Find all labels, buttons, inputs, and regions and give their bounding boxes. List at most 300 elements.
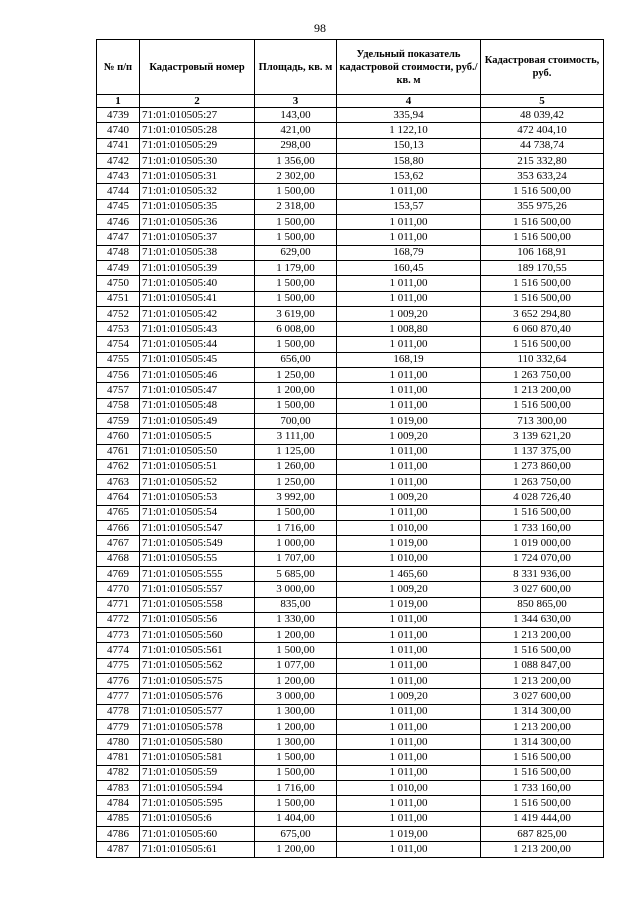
cadastral-value-cell: 1 213 200,00	[481, 719, 604, 734]
table-row	[97, 796, 604, 811]
specific-value-cell: 1 009,20	[337, 689, 481, 704]
area-cell: 1 404,00	[255, 811, 337, 826]
area-cell: 1 330,00	[255, 612, 337, 627]
column-number: 4	[337, 95, 481, 108]
cadastral-number-cell: 71:01:010505:37	[140, 230, 255, 245]
cadastral-number-cell: 71:01:010505:561	[140, 643, 255, 658]
table-row	[97, 521, 604, 536]
specific-value-cell: 1 011,00	[337, 337, 481, 352]
cadastral-value-cell: 1 137 375,00	[481, 444, 604, 459]
row-number-cell: 4746	[97, 215, 140, 230]
area-cell: 1 707,00	[255, 551, 337, 566]
specific-value-cell: 1 011,00	[337, 444, 481, 459]
cadastral-number-cell: 71:01:010505:27	[140, 108, 255, 123]
cadastral-value-cell: 4 028 726,40	[481, 490, 604, 505]
specific-value-cell: 1 011,00	[337, 796, 481, 811]
area-cell: 143,00	[255, 108, 337, 123]
row-number-cell: 4774	[97, 643, 140, 658]
cadastral-value-cell: 353 633,24	[481, 169, 604, 184]
cadastral-number-cell: 71:01:010505:38	[140, 245, 255, 260]
cadastral-number-cell: 71:01:010505:547	[140, 521, 255, 536]
row-number-cell: 4769	[97, 566, 140, 581]
specific-value-cell: 1 011,00	[337, 735, 481, 750]
specific-value-cell: 1 008,80	[337, 322, 481, 337]
cadastral-value-cell: 713 300,00	[481, 413, 604, 428]
area-cell: 1 260,00	[255, 459, 337, 474]
cadastral-value-cell: 355 975,26	[481, 199, 604, 214]
area-cell: 1 500,00	[255, 796, 337, 811]
row-number-cell: 4747	[97, 230, 140, 245]
area-cell: 656,00	[255, 352, 337, 367]
cadastral-value-table	[96, 39, 604, 858]
row-number-cell: 4744	[97, 184, 140, 199]
table-row	[97, 704, 604, 719]
row-number-cell: 4739	[97, 108, 140, 123]
header-row	[97, 40, 604, 95]
column-number: 5	[481, 95, 604, 108]
row-number-cell: 4740	[97, 123, 140, 138]
row-number-cell: 4767	[97, 536, 140, 551]
table-row	[97, 551, 604, 566]
cadastral-value-cell: 1 516 500,00	[481, 337, 604, 352]
cadastral-value-cell: 1 516 500,00	[481, 765, 604, 780]
row-number-cell: 4776	[97, 673, 140, 688]
area-cell: 1 179,00	[255, 260, 337, 275]
column-number: 3	[255, 95, 337, 108]
specific-value-cell: 1 011,00	[337, 704, 481, 719]
specific-value-cell: 150,13	[337, 138, 481, 153]
cadastral-value-cell: 106 168,91	[481, 245, 604, 260]
row-number-cell: 4759	[97, 413, 140, 428]
table-row	[97, 123, 604, 138]
specific-value-cell: 1 011,00	[337, 719, 481, 734]
area-cell: 1 500,00	[255, 643, 337, 658]
page-number: 98	[314, 21, 326, 35]
cadastral-value-cell: 1 516 500,00	[481, 291, 604, 306]
table-row	[97, 444, 604, 459]
cadastral-number-cell: 71:01:010505:576	[140, 689, 255, 704]
specific-value-cell: 1 011,00	[337, 765, 481, 780]
area-cell: 1 250,00	[255, 475, 337, 490]
table-row	[97, 199, 604, 214]
row-number-cell: 4762	[97, 459, 140, 474]
area-cell: 1 125,00	[255, 444, 337, 459]
area-cell: 1 200,00	[255, 842, 337, 857]
table-row	[97, 781, 604, 796]
table-row	[97, 352, 604, 367]
table-row	[97, 735, 604, 750]
cadastral-number-cell: 71:01:010505:47	[140, 383, 255, 398]
area-cell: 298,00	[255, 138, 337, 153]
cadastral-value-cell: 1 314 300,00	[481, 735, 604, 750]
table-row	[97, 230, 604, 245]
specific-value-cell: 1 009,20	[337, 306, 481, 321]
table-row	[97, 169, 604, 184]
row-number-cell: 4779	[97, 719, 140, 734]
table-row	[97, 260, 604, 275]
cadastral-value-cell: 8 331 936,00	[481, 566, 604, 581]
cadastral-number-cell: 71:01:010505:5	[140, 429, 255, 444]
table-row	[97, 184, 604, 199]
area-cell: 1 200,00	[255, 673, 337, 688]
area-cell: 1 200,00	[255, 719, 337, 734]
cadastral-number-cell: 71:01:010505:577	[140, 704, 255, 719]
table-row	[97, 459, 604, 474]
specific-value-cell: 1 011,00	[337, 215, 481, 230]
area-cell: 3 000,00	[255, 689, 337, 704]
table-body	[97, 108, 604, 858]
cadastral-number-cell: 71:01:010505:575	[140, 673, 255, 688]
specific-value-cell: 1 011,00	[337, 750, 481, 765]
cadastral-number-cell: 71:01:010505:42	[140, 306, 255, 321]
area-cell: 421,00	[255, 123, 337, 138]
cadastral-value-cell: 1 516 500,00	[481, 230, 604, 245]
row-number-cell: 4742	[97, 153, 140, 168]
row-number-cell: 4778	[97, 704, 140, 719]
row-number-cell: 4758	[97, 398, 140, 413]
table-row	[97, 505, 604, 520]
specific-value-cell: 1 011,00	[337, 811, 481, 826]
cadastral-number-cell: 71:01:010505:53	[140, 490, 255, 505]
cadastral-number-cell: 71:01:010505:40	[140, 276, 255, 291]
cadastral-value-cell: 687 825,00	[481, 826, 604, 841]
specific-value-cell: 1 011,00	[337, 505, 481, 520]
cadastral-number-cell: 71:01:010505:39	[140, 260, 255, 275]
row-number-cell: 4766	[97, 521, 140, 536]
cadastral-number-cell: 71:01:010505:560	[140, 628, 255, 643]
header-cadastral-number: Кадастровый номер	[140, 40, 255, 95]
cadastral-value-cell: 1 263 750,00	[481, 368, 604, 383]
row-number-cell: 4777	[97, 689, 140, 704]
row-number-cell: 4771	[97, 597, 140, 612]
table-row	[97, 138, 604, 153]
area-cell: 1 250,00	[255, 368, 337, 383]
row-number-cell: 4770	[97, 582, 140, 597]
cadastral-value-cell: 3 139 621,20	[481, 429, 604, 444]
table-row	[97, 291, 604, 306]
cadastral-value-cell: 1 213 200,00	[481, 842, 604, 857]
area-cell: 835,00	[255, 597, 337, 612]
cadastral-value-cell: 1 419 444,00	[481, 811, 604, 826]
specific-value-cell: 1 010,00	[337, 551, 481, 566]
specific-value-cell: 1 011,00	[337, 459, 481, 474]
cadastral-number-cell: 71:01:010505:43	[140, 322, 255, 337]
table-row	[97, 811, 604, 826]
specific-value-cell: 1 011,00	[337, 673, 481, 688]
cadastral-value-cell: 1 516 500,00	[481, 750, 604, 765]
row-number-cell: 4765	[97, 505, 140, 520]
area-cell: 1 500,00	[255, 398, 337, 413]
area-cell: 3 619,00	[255, 306, 337, 321]
cadastral-value-cell: 472 404,10	[481, 123, 604, 138]
header-cadastral-value: Кадастровая стоимость, руб.	[481, 40, 604, 95]
area-cell: 2 318,00	[255, 199, 337, 214]
row-number-cell: 4786	[97, 826, 140, 841]
area-cell: 700,00	[255, 413, 337, 428]
table-row	[97, 536, 604, 551]
table-row	[97, 719, 604, 734]
row-number-cell: 4749	[97, 260, 140, 275]
cadastral-number-cell: 71:01:010505:595	[140, 796, 255, 811]
cadastral-number-cell: 71:01:010505:580	[140, 735, 255, 750]
row-number-cell: 4760	[97, 429, 140, 444]
row-number-cell: 4763	[97, 475, 140, 490]
cadastral-value-cell: 189 170,55	[481, 260, 604, 275]
cadastral-value-cell: 1 733 160,00	[481, 781, 604, 796]
specific-value-cell: 1 011,00	[337, 628, 481, 643]
area-cell: 675,00	[255, 826, 337, 841]
row-number-cell: 4743	[97, 169, 140, 184]
row-number-cell: 4757	[97, 383, 140, 398]
area-cell: 3 111,00	[255, 429, 337, 444]
table-row	[97, 383, 604, 398]
area-cell: 5 685,00	[255, 566, 337, 581]
specific-value-cell: 1 010,00	[337, 521, 481, 536]
cadastral-value-cell: 1 213 200,00	[481, 383, 604, 398]
specific-value-cell: 1 019,00	[337, 826, 481, 841]
cadastral-value-cell: 1 273 860,00	[481, 459, 604, 474]
cadastral-value-cell: 1 516 500,00	[481, 643, 604, 658]
specific-value-cell: 1 011,00	[337, 184, 481, 199]
row-number-cell: 4752	[97, 306, 140, 321]
cadastral-number-cell: 71:01:010505:59	[140, 765, 255, 780]
cadastral-value-cell: 1 724 070,00	[481, 551, 604, 566]
cadastral-value-cell: 110 332,64	[481, 352, 604, 367]
row-number-cell: 4787	[97, 842, 140, 857]
cadastral-number-cell: 71:01:010505:49	[140, 413, 255, 428]
cadastral-value-cell: 1 019 000,00	[481, 536, 604, 551]
table-row	[97, 566, 604, 581]
table-row	[97, 750, 604, 765]
row-number-cell: 4782	[97, 765, 140, 780]
row-number-cell: 4773	[97, 628, 140, 643]
cadastral-number-cell: 71:01:010505:29	[140, 138, 255, 153]
table-row	[97, 658, 604, 673]
area-cell: 3 992,00	[255, 490, 337, 505]
row-number-cell: 4750	[97, 276, 140, 291]
specific-value-cell: 1 010,00	[337, 781, 481, 796]
row-number-cell: 4781	[97, 750, 140, 765]
cadastral-number-cell: 71:01:010505:45	[140, 352, 255, 367]
table-row	[97, 475, 604, 490]
cadastral-number-cell: 71:01:010505:562	[140, 658, 255, 673]
row-number-cell: 4785	[97, 811, 140, 826]
column-number: 1	[97, 95, 140, 108]
cadastral-value-cell: 6 060 870,40	[481, 322, 604, 337]
cadastral-value-cell: 1 516 500,00	[481, 276, 604, 291]
header-area: Площадь, кв. м	[255, 40, 337, 95]
row-number-cell: 4784	[97, 796, 140, 811]
cadastral-number-cell: 71:01:010505:30	[140, 153, 255, 168]
area-cell: 1 356,00	[255, 153, 337, 168]
cadastral-value-cell: 1 516 500,00	[481, 796, 604, 811]
cadastral-value-cell: 1 516 500,00	[481, 215, 604, 230]
table-row	[97, 826, 604, 841]
specific-value-cell: 1 122,10	[337, 123, 481, 138]
specific-value-cell: 153,57	[337, 199, 481, 214]
area-cell: 1 500,00	[255, 750, 337, 765]
cadastral-number-cell: 71:01:010505:31	[140, 169, 255, 184]
table-row	[97, 612, 604, 627]
table-row	[97, 215, 604, 230]
area-cell: 1 500,00	[255, 765, 337, 780]
specific-value-cell: 158,80	[337, 153, 481, 168]
specific-value-cell: 1 019,00	[337, 597, 481, 612]
row-number-cell: 4755	[97, 352, 140, 367]
cadastral-number-cell: 71:01:010505:28	[140, 123, 255, 138]
cadastral-value-cell: 1 263 750,00	[481, 475, 604, 490]
cadastral-number-cell: 71:01:010505:594	[140, 781, 255, 796]
row-number-cell: 4764	[97, 490, 140, 505]
specific-value-cell: 153,62	[337, 169, 481, 184]
cadastral-number-cell: 71:01:010505:61	[140, 842, 255, 857]
cadastral-number-cell: 71:01:010505:56	[140, 612, 255, 627]
cadastral-value-cell: 1 516 500,00	[481, 184, 604, 199]
specific-value-cell: 168,19	[337, 352, 481, 367]
specific-value-cell: 1 009,20	[337, 582, 481, 597]
cadastral-value-cell: 1 213 200,00	[481, 628, 604, 643]
specific-value-cell: 1 011,00	[337, 230, 481, 245]
area-cell: 2 302,00	[255, 169, 337, 184]
table-row	[97, 153, 604, 168]
specific-value-cell: 1 465,60	[337, 566, 481, 581]
table-row	[97, 689, 604, 704]
cadastral-number-cell: 71:01:010505:41	[140, 291, 255, 306]
specific-value-cell: 1 019,00	[337, 536, 481, 551]
table-row	[97, 628, 604, 643]
area-cell: 1 300,00	[255, 704, 337, 719]
specific-value-cell: 1 009,20	[337, 490, 481, 505]
specific-value-cell: 1 011,00	[337, 475, 481, 490]
specific-value-cell: 1 011,00	[337, 291, 481, 306]
area-cell: 3 000,00	[255, 582, 337, 597]
table-row	[97, 306, 604, 321]
area-cell: 629,00	[255, 245, 337, 260]
table-row	[97, 597, 604, 612]
table-row	[97, 582, 604, 597]
row-number-cell: 4751	[97, 291, 140, 306]
cadastral-value-cell: 3 652 294,80	[481, 306, 604, 321]
specific-value-cell: 1 011,00	[337, 276, 481, 291]
cadastral-value-cell: 1 314 300,00	[481, 704, 604, 719]
cadastral-number-cell: 71:01:010505:36	[140, 215, 255, 230]
cadastral-value-cell: 1 213 200,00	[481, 673, 604, 688]
header-row-number: № п/п	[97, 40, 140, 95]
cadastral-number-cell: 71:01:010505:55	[140, 551, 255, 566]
cadastral-number-cell: 71:01:010505:44	[140, 337, 255, 352]
cadastral-number-cell: 71:01:010505:581	[140, 750, 255, 765]
table-row	[97, 398, 604, 413]
specific-value-cell: 168,79	[337, 245, 481, 260]
cadastral-number-cell: 71:01:010505:48	[140, 398, 255, 413]
specific-value-cell: 1 011,00	[337, 398, 481, 413]
column-number: 2	[140, 95, 255, 108]
table-row	[97, 842, 604, 857]
area-cell: 1 500,00	[255, 184, 337, 199]
row-number-cell: 4761	[97, 444, 140, 459]
area-cell: 1 716,00	[255, 781, 337, 796]
cadastral-number-cell: 71:01:010505:60	[140, 826, 255, 841]
row-number-cell: 4775	[97, 658, 140, 673]
cadastral-value-cell: 44 738,74	[481, 138, 604, 153]
area-cell: 1 500,00	[255, 230, 337, 245]
table-row	[97, 368, 604, 383]
specific-value-cell: 1 011,00	[337, 842, 481, 857]
cadastral-value-cell: 1 344 630,00	[481, 612, 604, 627]
cadastral-number-cell: 71:01:010505:558	[140, 597, 255, 612]
row-number-cell: 4772	[97, 612, 140, 627]
cadastral-value-cell: 215 332,80	[481, 153, 604, 168]
table-row	[97, 490, 604, 505]
cadastral-value-cell: 3 027 600,00	[481, 582, 604, 597]
table-row	[97, 245, 604, 260]
cadastral-number-cell: 71:01:010505:54	[140, 505, 255, 520]
specific-value-cell: 1 011,00	[337, 383, 481, 398]
cadastral-value-cell: 1 516 500,00	[481, 505, 604, 520]
table-row	[97, 765, 604, 780]
area-cell: 6 008,00	[255, 322, 337, 337]
area-cell: 1 500,00	[255, 505, 337, 520]
table-row	[97, 337, 604, 352]
area-cell: 1 716,00	[255, 521, 337, 536]
cadastral-value-cell: 1 516 500,00	[481, 398, 604, 413]
specific-value-cell: 1 011,00	[337, 658, 481, 673]
table-row	[97, 276, 604, 291]
cadastral-number-cell: 71:01:010505:6	[140, 811, 255, 826]
cadastral-number-cell: 71:01:010505:52	[140, 475, 255, 490]
specific-value-cell: 1 019,00	[337, 413, 481, 428]
table-row	[97, 108, 604, 123]
column-number-row	[97, 95, 604, 108]
row-number-cell: 4745	[97, 199, 140, 214]
specific-value-cell: 1 011,00	[337, 612, 481, 627]
row-number-cell: 4741	[97, 138, 140, 153]
row-number-cell: 4748	[97, 245, 140, 260]
area-cell: 1 500,00	[255, 276, 337, 291]
cadastral-number-cell: 71:01:010505:555	[140, 566, 255, 581]
cadastral-number-cell: 71:01:010505:46	[140, 368, 255, 383]
header-specific-value: Удельный показатель кадастровой стоимости, руб./кв. м	[337, 40, 481, 95]
cadastral-number-cell: 71:01:010505:549	[140, 536, 255, 551]
row-number-cell: 4756	[97, 368, 140, 383]
cadastral-value-cell: 3 027 600,00	[481, 689, 604, 704]
row-number-cell: 4783	[97, 781, 140, 796]
row-number-cell: 4753	[97, 322, 140, 337]
area-cell: 1 000,00	[255, 536, 337, 551]
cadastral-number-cell: 71:01:010505:35	[140, 199, 255, 214]
cadastral-number-cell: 71:01:010505:578	[140, 719, 255, 734]
table-row	[97, 643, 604, 658]
table-row	[97, 322, 604, 337]
cadastral-number-cell: 71:01:010505:51	[140, 459, 255, 474]
cadastral-value-cell: 1 088 847,00	[481, 658, 604, 673]
table-row	[97, 413, 604, 428]
table-row	[97, 429, 604, 444]
area-cell: 1 200,00	[255, 383, 337, 398]
area-cell: 1 300,00	[255, 735, 337, 750]
specific-value-cell: 1 011,00	[337, 643, 481, 658]
cadastral-value-cell: 1 733 160,00	[481, 521, 604, 536]
specific-value-cell: 1 009,20	[337, 429, 481, 444]
cadastral-value-cell: 48 039,42	[481, 108, 604, 123]
cadastral-number-cell: 71:01:010505:32	[140, 184, 255, 199]
cadastral-number-cell: 71:01:010505:557	[140, 582, 255, 597]
row-number-cell: 4754	[97, 337, 140, 352]
cadastral-value-cell: 850 865,00	[481, 597, 604, 612]
specific-value-cell: 335,94	[337, 108, 481, 123]
area-cell: 1 500,00	[255, 337, 337, 352]
area-cell: 1 077,00	[255, 658, 337, 673]
